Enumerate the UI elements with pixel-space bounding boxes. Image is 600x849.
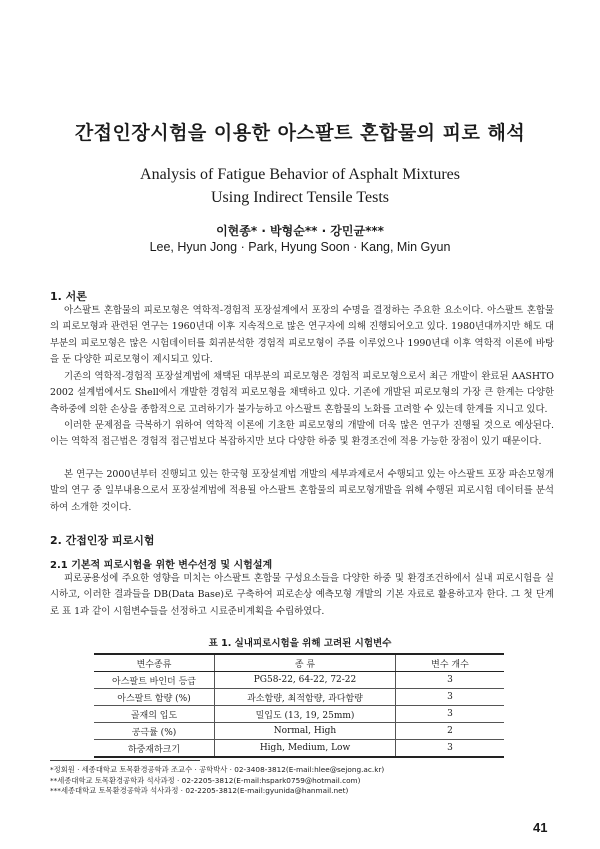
table-cell: Normal, High [215, 723, 396, 740]
footnote-author-1: *정회원 · 세종대학교 토목환경공학과 조교수 · 공학박사 · 02-3408-3812(E-mail:hlee@sejong.ac.kr) [50, 765, 385, 774]
test-variables-table [94, 653, 504, 758]
paper-title-korean: 간접인장시험을 이용한 아스팔트 혼합물의 피로 해석 [74, 122, 526, 144]
table-header-row [94, 654, 504, 672]
section-1-paragraph-1: 아스팔트 혼합물의 피로모형은 역학적-경험적 포장설계에서 포장의 수명을 결정하는 주요한 요소이다. 아스팔트 혼합물의 피로모형과 관련된 연구는 1960년대 이후 지속적으로 많은 연구자에 의해 진행되어오고 있다. 1980년대까지만 해도 대부분의 피로모형은 많은 시험데이터를 회귀분석한 경험적 피로모형이 주를 이루었으나 1990년대 이후 역학적 이론에 바탕을 둔 다양한 피로모형이 제시되고 있다. [50, 305, 554, 366]
page-number: 41 [533, 820, 548, 835]
table-row [94, 689, 504, 706]
table-cell: 3 [396, 706, 505, 723]
section-2-1-subheading: 2.1 기본적 피로시험을 위한 변수선정 및 시험설계 [50, 560, 273, 571]
table-row [94, 672, 504, 689]
table-header-kinds: 종 류 [215, 654, 396, 672]
authors-korean: 이현종* · 박형순** · 강민균*** [216, 224, 384, 238]
table-cell: 3 [396, 740, 505, 758]
table-cell: 2 [396, 723, 505, 740]
section-1-heading: 1. 서론 [50, 290, 87, 303]
paper-title-english-line1: Analysis of Fatigue Behavior of Asphalt Mixtures [140, 166, 460, 183]
table-row [94, 706, 504, 723]
table-cell: PG58-22, 64-22, 72-22 [215, 672, 396, 689]
table-header-variable-type: 변수종류 [94, 654, 215, 672]
section-1-paragraph-3: 이러한 문제점을 극복하기 위하여 역학적 이론에 기초한 피로모형의 개발에 더욱 많은 연구가 진행될 것으로 예상된다. 이는 역학적 접근법은 경험적 접근법보다 복잡하지만 보다 다양한 하중 및 환경조건에 적용 가능한 장점이 있기 때문이다. [50, 420, 554, 448]
footnotes [50, 765, 550, 797]
authors-english: Lee, Hyun Jong · Park, Hyung Soon · Kang, Min Gyun [149, 240, 451, 254]
section-1-paragraph-2: 기존의 역학적-경험적 포장설계법에 채택된 대부분의 피로모형은 경험적 피로모형으로서 최근 개발이 완료된 AASHTO 2002 설계법에서도 Shell에서 개발한 경험적 피로모형을 채택하고 있다. 기존에 개발된 피로모형의 가장 큰 한계는 다양한 측하중에 의한 손상을 종합적으로 고려하기가 불가능하고 아스팔트 혼합물의 노화를 고려할 수 있는데 한계를 지니고 있다. [50, 371, 554, 415]
table-cell: 3 [396, 672, 505, 689]
paper-title-english-line2: Using Indirect Tensile Tests [210, 189, 390, 206]
section-2-heading: 2. 간접인장 피로시험 [50, 534, 155, 547]
section-1-paragraph-4: 본 연구는 2000년부터 진행되고 있는 한국형 포장설계법 개발의 세부과제로서 수행되고 있는 아스팔트 포장 파손모형개발의 연구 중 일부내용으로서 포장설계법에 적용될 아스팔트 혼합물의 피로모형개발을 위해 수행된 피로시험 데이터를 분석하여 소개한 것이다. [50, 469, 554, 513]
table-cell: 골재의 입도 [94, 706, 215, 723]
table-row [94, 723, 504, 740]
table-header-variable-count: 변수 개수 [396, 654, 505, 672]
table-cell: 공극률 (%) [94, 723, 215, 740]
section-2-1-paragraph: 피로공용성에 주요한 영향을 미치는 아스팔트 혼합물 구성요소들을 다양한 하중 및 환경조건하에서 실내 피로시험을 실시하고, 이러한 결과들을 DB(Data Base)로 구축하여 피로손상 예측모형 개발의 기본 자료로 활용하고자 한다. 그 첫 단계로 표 1과 같이 시험변수들을 선정하고 시료준비계획을 수립하였다. [50, 573, 554, 617]
table-cell: 아스팔트 바인더 등급 [94, 672, 215, 689]
footnote-divider [50, 760, 200, 761]
table-row [94, 740, 504, 758]
table-cell: 과소함량, 최적함량, 과다함량 [215, 689, 396, 706]
table-cell: 3 [396, 689, 505, 706]
table-cell: 밀입도 (13, 19, 25mm) [215, 706, 396, 723]
table-caption: 표 1. 실내피로시험을 위해 고려된 시험변수 [208, 638, 392, 649]
table-cell: High, Medium, Low [215, 740, 396, 758]
table-cell: 아스팔트 함량 (%) [94, 689, 215, 706]
table-cell: 하중재하크기 [94, 740, 215, 758]
footnote-author-2: **세종대학교 토목환경공학과 석사과정 · 02-2205-3812(E-mail:hspark0759@hotmail.com) [50, 775, 361, 785]
footnote-author-3: ***세종대학교 토목환경공학과 석사과정 · 02-2205-3812(E-mail:gyunida@hanmail.net) [50, 786, 349, 795]
